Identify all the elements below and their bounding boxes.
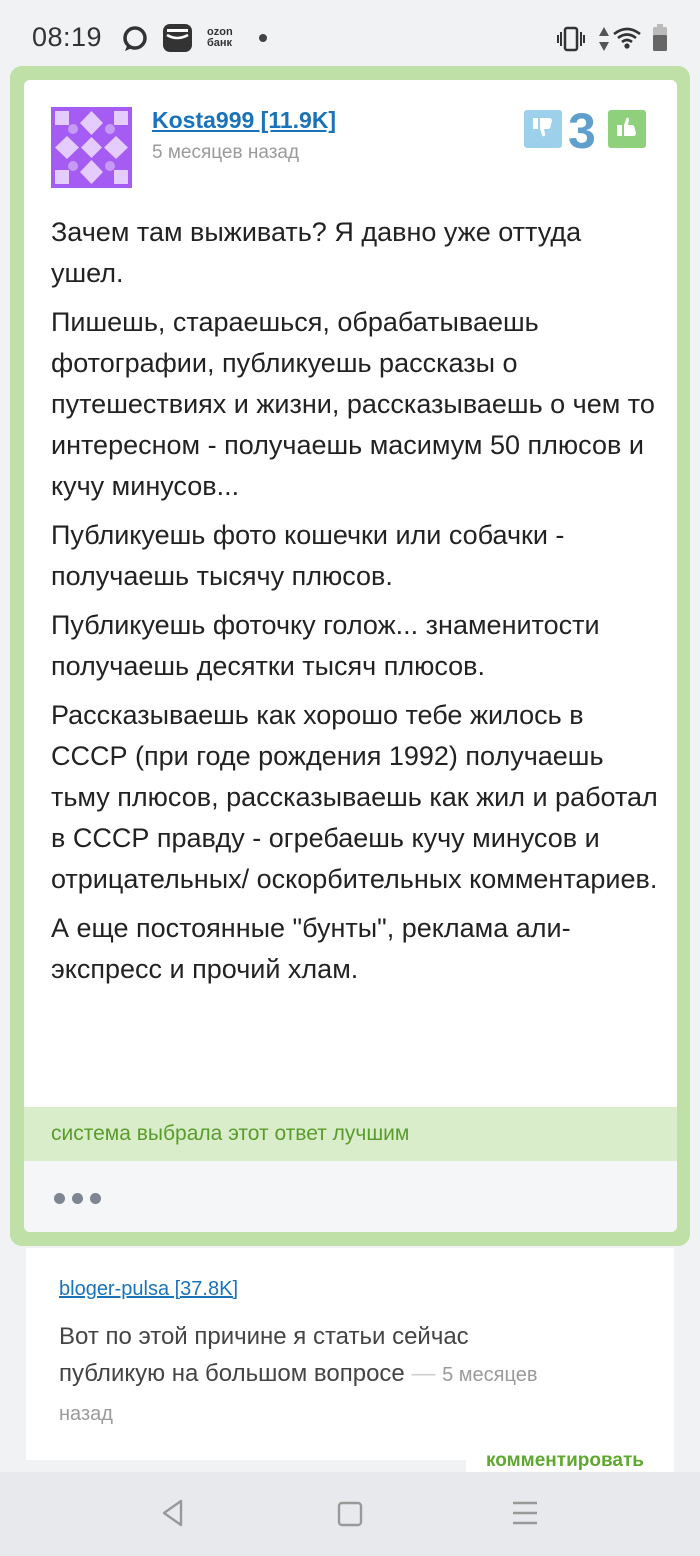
answer-paragraph: А еще постоянные "бунты", реклама али-экспресс и прочий хлам. (51, 913, 571, 984)
answer-paragraph: Публикуешь фоточку голож... знаменитости получаешь десятки тысяч плюсов. (51, 610, 600, 681)
comment-body: Вот по этой причине я статьи сейчас публикую на большом вопросе (59, 1323, 469, 1387)
answer-paragraph: Рассказываешь как хорошо тебе жилось в СССР (при годе рождения 1992) получаешь тьму плюсов, рассказываешь как жил и работал в СССР правду - огребаешь кучу минусов и отрицательных/ оскорбительных комментариев. (51, 700, 658, 894)
avatar[interactable] (51, 107, 132, 188)
best-answer-card (24, 80, 677, 1232)
comment-author-link[interactable]: bloger-pulsa [37.8K] (59, 1278, 239, 1300)
vote-widget (524, 103, 654, 159)
wallet-icon (162, 23, 193, 58)
ozon-bank-icon: ozon банк (207, 26, 233, 49)
answer-paragraph: Зачем там выживать? Я давно уже оттуда ушел. (51, 217, 582, 288)
menu-icon[interactable] (510, 1498, 540, 1533)
comment-reply-label: комментировать (486, 1450, 644, 1471)
answer-paragraph: Пишешь, стараешься, обрабатываешь фотографии, публикуешь рассказы о путешествиях и жизни, рассказываешь о чем то интересном - получаешь масимум 50 плюсов и кучу минусов... (51, 307, 655, 501)
comment-dash: — (411, 1360, 436, 1387)
answer-author-link[interactable]: Kosta999 [11.9K] (152, 107, 337, 133)
back-icon[interactable] (158, 1498, 188, 1533)
vote-up-button[interactable] (608, 110, 646, 148)
battery-icon (652, 24, 668, 57)
comment-time: 5 месяцев назад (59, 1364, 538, 1425)
more-options-icon[interactable] (54, 1191, 108, 1209)
vote-down-button[interactable] (524, 110, 562, 148)
vote-count: 3 (568, 103, 596, 159)
navigation-bar (0, 1472, 700, 1556)
status-bar (0, 0, 700, 66)
status-time: 08:19 (32, 22, 103, 52)
vibrate-icon (556, 26, 586, 57)
chat-bubble-icon (122, 26, 148, 57)
thumbs-down-icon (531, 115, 555, 144)
answer-time: 5 месяцев назад (152, 142, 300, 163)
home-icon[interactable] (336, 1498, 364, 1533)
answer-paragraph: Публикуешь фото кошечки или собачки - получаешь тысячу плюсов. (51, 520, 565, 591)
best-answer-label: система выбрала этот ответ лучшим (24, 1107, 677, 1161)
wifi-icon (613, 27, 641, 54)
data-arrows-icon (598, 26, 610, 57)
comment (26, 1248, 674, 1460)
comment-text (59, 1318, 579, 1433)
thumbs-up-icon (615, 115, 639, 144)
answer-actions-bar (24, 1161, 677, 1232)
answer-text (51, 212, 661, 998)
notification-dot-icon (259, 34, 267, 42)
